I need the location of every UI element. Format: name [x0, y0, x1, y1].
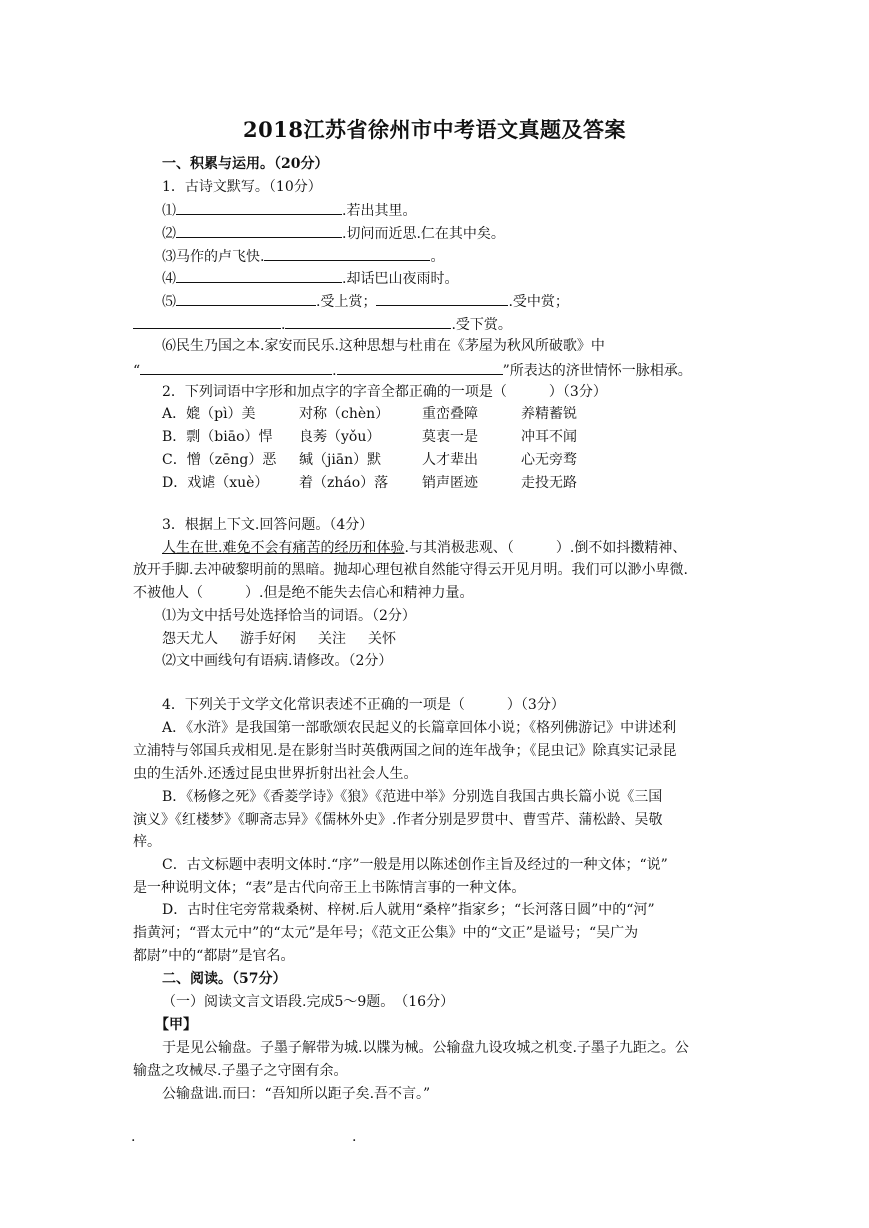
answer-blank [176, 268, 342, 283]
q1-l5-mid1: .受上赏； [316, 294, 377, 310]
answer-blank [176, 200, 342, 215]
q1-l6b-open: “ [133, 363, 141, 379]
passage-line-3: 公输盘诎.而曰：“吾知所以距子矣.吾不言。” [162, 1086, 431, 1102]
passage-jia-label: 【甲】 [155, 1017, 197, 1033]
section-2-sub-1: （一）阅读文言文语段.完成5～9题。 （16分） [162, 994, 455, 1010]
footer-dot-right: . [352, 1129, 357, 1145]
q4-option-a-1: A．《水浒》是我国第一部歌颂农民起义的长篇章回体小说；《格列佛游记》中讲述利 [162, 720, 677, 736]
q1-l3-suffix: 。 [430, 249, 445, 265]
q1-line-5b [133, 314, 512, 334]
q3-option: 关注 [318, 631, 346, 647]
q2-option-cell: 重峦叠障 [422, 406, 478, 422]
q2-option-cell: C．憎（zēng）恶 [162, 452, 277, 468]
section-2-heading: 二、阅读。（57分） [162, 971, 287, 987]
q2-option-cell: 走投无路 [521, 475, 577, 491]
q1-l5-mid2: .受中赏； [508, 294, 569, 310]
q2-option-cell: 着（zháo）落 [299, 475, 389, 491]
q3-paragraph-1 [162, 539, 686, 557]
q1-line-1 [162, 200, 416, 220]
q2-option-cell: D．戏谑（xuè） [162, 475, 269, 491]
q3-sub-2: ⑵文中画线句有语病.请修改。（2分） [162, 653, 393, 669]
q4-option-d-3: 都尉”中的“都尉”是官名。 [133, 948, 295, 964]
q1-l5b-mid: . [281, 317, 286, 333]
question-1-stem: 1．古诗文默写。（10分） [162, 179, 322, 195]
answer-blank [133, 314, 281, 329]
q1-l2-prefix: ⑵ [162, 226, 176, 242]
q1-l3-prefix: ⑶马作的卢飞快. [162, 249, 265, 265]
question-2-stem: 2．下列词语中字形和加点字的字音全都正确的一项是（ ）（3分） [162, 384, 607, 400]
q1-line-4 [162, 268, 458, 288]
question-4-stem: 4．下列关于文学文化常识表述不正确的一项是（ ）（3分） [162, 697, 565, 713]
answer-blank [337, 360, 503, 375]
q2-option-cell: 冲耳不闻 [521, 429, 577, 445]
q1-line-6: ⑹民生乃国之本.家安而民乐.这种思想与杜甫在《茅屋为秋风所破歌》中 [162, 338, 605, 354]
passage-line-1: 于是见公输盘。子墨子解带为城.以牒为械。公输盘九设攻城之机变.子墨子九距之。公 [162, 1040, 689, 1056]
footer-dot-left: . [131, 1129, 136, 1145]
q2-option-cell: 缄（jiān）默 [299, 452, 382, 468]
q3-option: 游手好闲 [240, 631, 296, 647]
q3-p1-rest: .与其消极悲观、（ ）.倒不如抖擞精神、 [404, 540, 687, 556]
q2-option-cell: 莫衷一是 [422, 429, 478, 445]
q4-option-c-1: C．古文标题中表明文体时.“序”一般是用以陈述创作主旨及经过的一种文体；“说” [162, 857, 668, 873]
q1-l1-suffix: .若出其里。 [342, 203, 417, 219]
q1-l5b-suffix: .受下赏。 [451, 317, 512, 333]
q1-line-2 [162, 223, 505, 243]
q2-option-cell: 良莠（yǒu） [299, 429, 381, 445]
q2-option-cell: B．剽（biāo）悍 [162, 429, 273, 445]
passage-line-2: 输盘之攻械尽.子墨子之守圉有余。 [133, 1063, 348, 1079]
q3-option: 关怀 [368, 631, 396, 647]
answer-blank [285, 314, 451, 329]
q1-l4-suffix: .却话巴山夜雨时。 [342, 271, 459, 287]
q1-l4-prefix: ⑷ [162, 271, 176, 287]
q3-option: 怨天尤人 [162, 631, 218, 647]
q4-option-b-2: 演义》《红楼梦》《聊斋志异》《儒林外史》.作者分别是罗贯中、曹雪芹、蒲松龄、吴敬 [133, 812, 663, 828]
q2-option-cell: 销声匿迹 [422, 475, 478, 491]
q4-option-a-2: 立浦特与邻国兵戎相见.是在影射当时英俄两国之间的连年战争；《昆虫记》除真实记录昆 [133, 743, 677, 759]
q2-option-cell: 人才辈出 [422, 452, 478, 468]
q1-line-3 [162, 246, 444, 266]
q1-l2-suffix: .切问而近思.仁在其中矣。 [342, 226, 505, 242]
q1-l6b-suffix: ”所表达的济世情怀一脉相承。 [502, 363, 692, 379]
q4-option-b-3: 梓。 [133, 834, 161, 850]
q2-option-cell: A．媲（pì）美 [162, 406, 256, 422]
section-1-heading: 一、积累与运用。（20分） [162, 156, 329, 172]
page-title: 2018江苏省徐州市中考语文真题及答案 [243, 117, 626, 142]
answer-blank [176, 291, 316, 306]
q1-l1-prefix: ⑴ [162, 203, 176, 219]
answer-blank [140, 360, 332, 375]
q4-option-a-3: 虫的生活外.还透过昆虫世界折射出社会人生。 [133, 766, 418, 782]
q3-paragraph-3: 不被他人（ ）.但是绝不能失去信心和精神力量。 [133, 585, 474, 601]
q3-sub-1: ⑴为文中括号处选择恰当的词语。（2分） [162, 608, 416, 624]
q1-l5-prefix: ⑸ [162, 294, 176, 310]
q4-option-c-2: 是一种说明文体；“表”是古代向帝王上书陈情言事的一种文体。 [133, 880, 526, 896]
q2-option-cell: 心无旁骛 [521, 452, 577, 468]
underlined-sentence: 人生在世.难免不会有痛苦的经历和体验 [162, 540, 405, 556]
q1-l6b-mid: . [332, 363, 337, 379]
q4-option-d-1: D．古时住宅旁常栽桑树、梓树.后人就用“桑梓”指家乡；“长河落日圆”中的“河” [162, 902, 655, 918]
q3-paragraph-2: 放开手脚.去冲破黎明前的黑暗。抛却心理包袱自然能守得云开见月明。我们可以渺小卑微. [133, 562, 688, 578]
q1-line-5 [162, 291, 569, 311]
q2-option-cell: 养精蓄锐 [521, 406, 577, 422]
answer-blank [264, 246, 430, 261]
q4-option-b-1: B．《杨修之死》《香菱学诗》《狼》《范进中举》分别选自我国古典长篇小说《三国 [162, 789, 663, 805]
q4-option-d-2: 指黄河；“晋太元中”的“太元”是年号；《范文正公集》中的“文正”是谥号；“吴广为 [133, 925, 639, 941]
answer-blank [176, 223, 342, 238]
q3-options [162, 630, 396, 648]
question-3-stem: 3．根据上下文.回答问题。（4分） [162, 517, 374, 533]
q2-option-cell: 对称（chèn） [299, 406, 390, 422]
q1-line-6b [133, 360, 692, 380]
answer-blank [376, 291, 508, 306]
